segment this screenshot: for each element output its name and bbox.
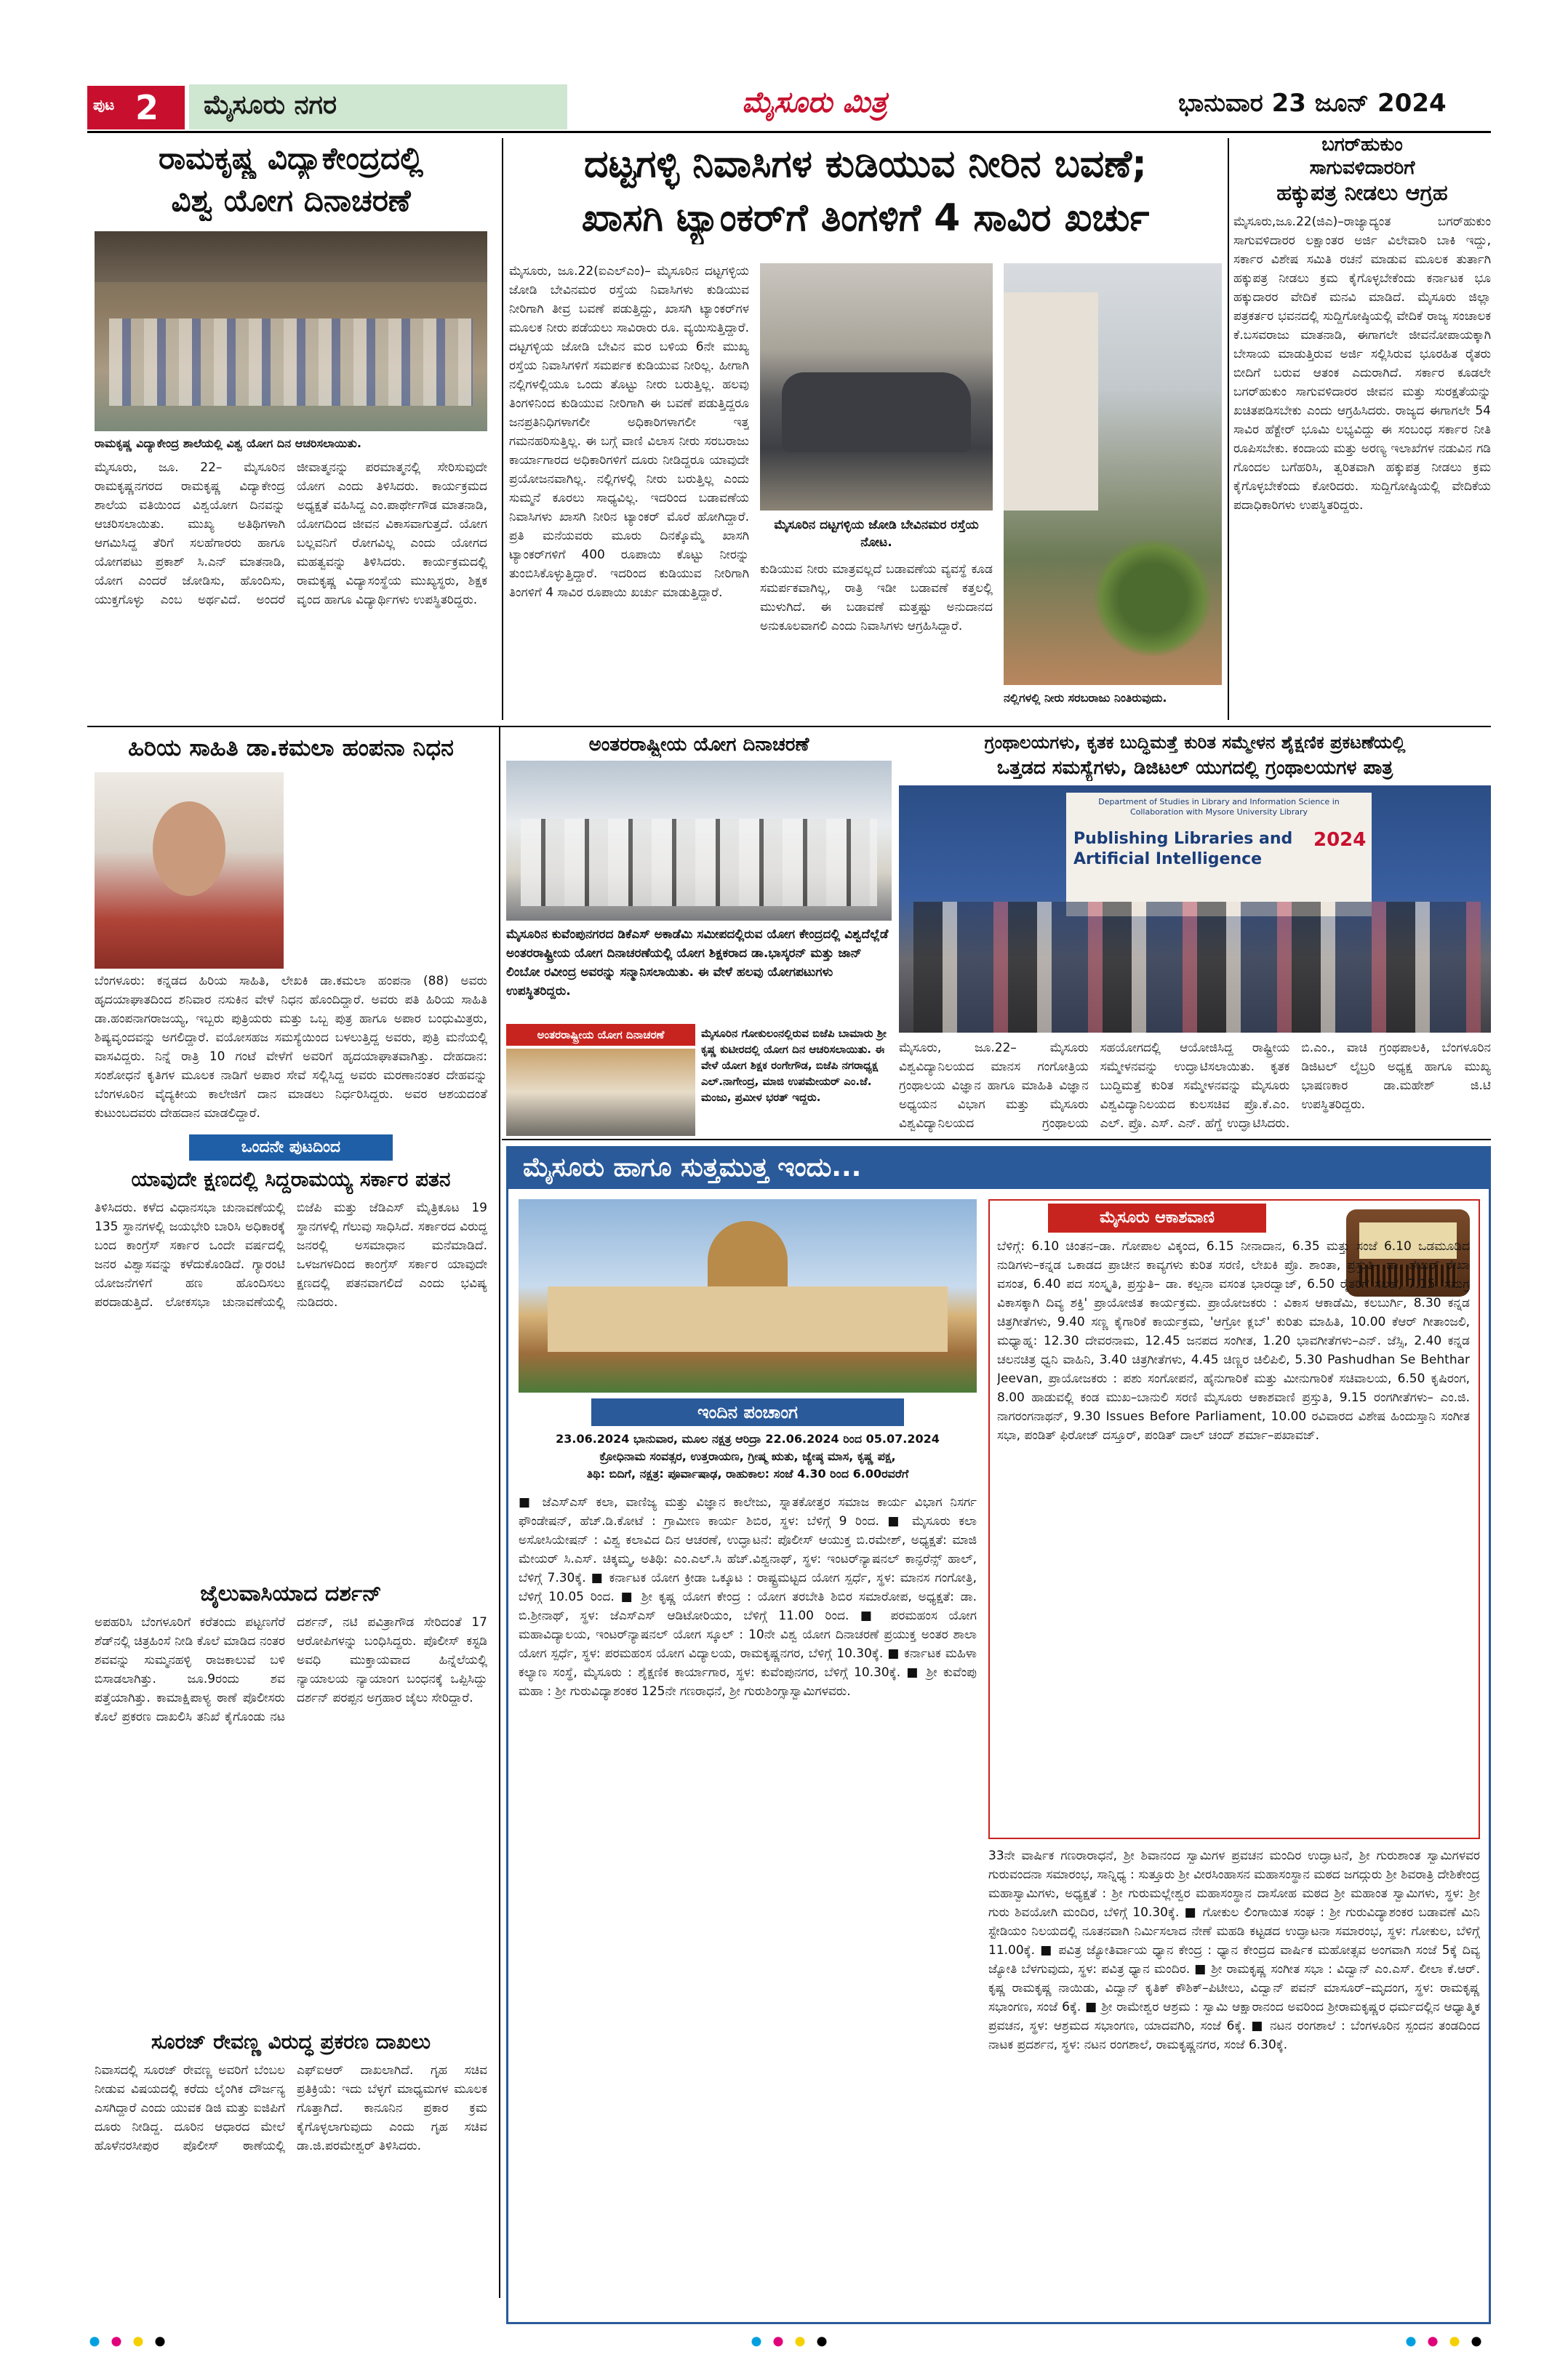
library-headline-2: ಒತ್ತಡದ ಸಮಸ್ಯೆಗಳು, ಡಿಜಿಟಲ್ ಯುಗದಲ್ಲಿ ಗ್ರಂಥಾಲಯಗಳ ಪಾತ್ರ [996, 757, 1393, 779]
divider [502, 138, 503, 720]
car-photo [760, 263, 993, 511]
banner-text-small: Department of Studies in Library and Information Science in Collaboration with Mysore University Library [1098, 797, 1340, 817]
govt-fall-body: ತಿಳಿಸಿದರು. ಕಳೆದ ವಿಧಾನಸಭಾ ಚುನಾವಣೆಯಲ್ಲಿ 135 ಸ್ಥಾನಗಳಲ್ಲಿ ಜಯಭೇರಿ ಬಾರಿಸಿ ಅಧಿಕಾರಕ್ಕೆ ಬಂದ ಕಾಂಗ್ರೆಸ್ ಸರ್ಕಾರ ಒಂದೇ ವರ್ಷದಲ್ಲಿ ಜನರ ವಿಶ್ವಾಸವನ್ನು ಕಳೆದುಕೊಂಡಿದೆ. ಗ್ಯಾರಂಟಿ ಯೋಜನೆಗಳಿಗೆ ಹಣ ಹೊಂದಿಸಲು ಪರದಾಡುತ್ತಿದೆ. ಲೋಕಸಭಾ ಚುನಾವಣೆಯಲ್ಲಿ ಬಿಜೆಪಿ ಮತ್ತು ಜೆಡಿಎಸ್ ಮೈತ್ರಿಕೂಟ 19 ಸ್ಥಾನಗಳಲ್ಲಿ ಗೆಲುವು ಸಾಧಿಸಿದೆ. ಸರ್ಕಾರದ ವಿರುದ್ಧ ಜನರಲ್ಲಿ ಅಸಮಾಧಾನ ಮನೆಮಾಡಿದೆ. ಒಳಜಗಳದಿಂದ ಕಾಂಗ್ರೆಸ್ ಸರ್ಕಾರ ಯಾವುದೇ ಕ್ಷಣದಲ್ಲಿ ಪತನವಾಗಲಿದೆ ಎಂದು ಭವಿಷ್ಯ ನುಡಿದರು. [95, 1201, 487, 1310]
radio-body: ಬೆಳಿಗ್ಗೆ: 6.10 ಚಿಂತನ–ಡಾ. ಗೋಪಾಲ ವಿಕ್ಕಂದ, 6.15 ನೀನಾದಾನ, 6.35 ಮತ್ತು ಸಂಜೆ 6.10 ಒಡಮೂಡಿದ ನುಡಿಗಳು–ಕನ್ನಡ ಒಕಾಡದ ಪ್ರಾಚೀನ ಕಾವ್ಯಗಳು ಕುರಿತ ಸರಣಿ, ಲೇಖಕಿ ಪ್ರೊ. ಶಾಂತಾ, ಪ್ರಸ್ತುತಿ– ಡಾ. ಶೇಖರ್ ರೇಖಾ ವಸಂತ, 6.40 ಪದ ಸಂಸ್ಕೃತಿ, ಪ್ರಸ್ತುತಿ– ಡಾ. ಕಲ್ಪನಾ ವಸಂತ ಭಾರದ್ವಾಜ್, 6.50 ರೈತರಿಗೆ ಸಲಹೆ, 7.15 'ಸಮಗ್ರ ವಿಕಾಸಕ್ಕಾಗಿ ದಿವ್ಯ ಶಕ್ತಿ' ಪ್ರಾಯೋಜಿತ ಕಾರ್ಯಕ್ರಮ. ಪ್ರಾಯೋಜಕರು : ವಿಕಾಸ ಆಕಾಡೆಮಿ, ಕಲಬುರ್ಗಿ, 8.30 ಕನ್ನಡ ಚಿತ್ರಗೀತೆಗಳು, 9.40 ಸಣ್ಣ ಕೈಗಾರಿಕೆ ಕಾರ್ಯಕ್ರಮ, 'ಆಗ್ರೋ ಕ್ಲಬ್‌' ಕುರಿತು ಮಾಹಿತಿ, 10.00 ಕೆಆರ್ ಗೀತಾಂಜಲಿ, ಮಧ್ಯಾಹ್ನ: 12.30 ದೇವರನಾಮ, 12.45 ಜನಪದ ಸಂಗೀತ, 1.20 ಭಾವಗೀತೆಗಳು–ಎನ್. ಜೆಸ್ಸಿ, 2.40 ಕನ್ನಡ ಚಲನಚಿತ್ರ ಧ್ವನಿ ವಾಹಿನಿ, 3.40 ಚಿತ್ರಗೀತೆಗಳು, 4.45 ಚಿಣ್ಣರ ಚಿಲಿಪಿಲಿ, 5.30 Pashudhan Se Behthar Jeevan, ಪ್ರಾಯೋಜಕರು : ಪಶು ಸಂಗೋಪನೆ, ಹೈನುಗಾರಿಕೆ ಮತ್ತು ಮೀನುಗಾರಿಕೆ ಸಚಿವಾಲಯ, 6.50 ಕೃಷಿರಂಗ, 8.00 ಹಾಡುವಲ್ಲಿ ಕಂಡ ಮುಖ–ಬಾನುಲಿ ಸರಣಿ ಮೈಸೂರು ಆಕಾಶವಾಣಿ ಪ್ರಸ್ತುತಿ, 9.15 ರಂಗಗೀತೆಗಳು– ಎಂ.ಜಿ. ನಾಗರಂಗನಾಥನ್, 9.30 Issues Before Parliament, 10.00 ರವಿವಾರದ ವಿಶೇಷ ಹಿಂದುಸ್ತಾನಿ ಸಂಗೀತ ಸಭಾ, ಪಂಡಿತ್ ಫಿರೋಜ್ ದಸ್ತೂರ್, ಪಂಡಿತ್ ದಾಲ್ ಚಂದ್ ಶರ್ಮಾ–ಪಖಾವಜ್. [997, 1239, 1470, 1443]
today-banner-text: ಮೈಸೂರು ಹಾಗೂ ಸುತ್ತಮುತ್ತ ಇಂದು... [523, 1153, 862, 1182]
intl-yoga-label-box [506, 1024, 695, 1046]
intl-yoga-caption-2: ಮೈಸೂರಿನ ಗೋಕುಲಂನಲ್ಲಿರುವ ಬಿಜೆಪಿ ಬಾಮಾರು ಶ್ರೀ ಕೃಷ್ಣ ಕುಟೀರದಲ್ಲಿ ಯೋಗ ದಿನ ಆಚರಿಸಲಾಯಿತು. ಈ ವೇಳೆ ಯೋಗ ಶಿಕ್ಷಕ ರಂಗೇಗೌಡ, ಬಿಜೆಪಿ ನಗರಾಧ್ಯಕ್ಷ ಎಲ್.ನಾಗೇಂದ್ರ, ಮಾಜಿ ಉಪಮೇಯರ್ ಎಂ.ಜೆ. ಮಂಜು, ಪ್ರಮೀಳ ಭರತ್ ಇದ್ದರು. [701, 1027, 887, 1104]
water-caption-2: ನಲ್ಲಿಗಳಲ್ಲಿ ನೀರು ಸರಬರಾಜು ನಿಂತಿರುವುದು. [1004, 691, 1167, 705]
radio-head-bar [1048, 1204, 1266, 1233]
land-kicker-2: ಸಾಗುವಳಿದಾರರಿಗೆ [1309, 157, 1415, 179]
continued-tag [189, 1134, 393, 1161]
palace-photo [519, 1199, 977, 1393]
intl-yoga-section [506, 732, 892, 1139]
students-row [109, 319, 473, 406]
intl-yoga-photo-2 [506, 1049, 695, 1136]
darshan-headline: ಜೈಲುವಾಸಿಯಾದ ದರ್ಶನ್ [200, 1581, 382, 1606]
face-shape [153, 801, 225, 896]
suraj-body: ನಿವಾಸದಲ್ಲಿ ಸೂರಜ್ ರೇವಣ್ಣ ಅವರಿಗೆ ಬೆಂಬಲ ನೀಡುವ ವಿಷಯದಲ್ಲಿ ಕರೆದು ಲೈಂಗಿಕ ದೌರ್ಜನ್ಯ ಎಸಗಿದ್ದಾರೆ ಎಂದು ಯುವಕ ಡಿಜಿ ಮತ್ತು ಐಜಿಪಿಗೆ ದೂರು ನೀಡಿದ್ದ. ದೂರಿನ ಆಧಾರದ ಮೇಲೆ ಹೊಳೆನರಸೀಪುರ ಪೊಲೀಸ್ ಠಾಣೆಯಲ್ಲಿ ಎಫ್‌ಐಆರ್ ದಾಖಲಾಗಿದೆ. ಗೃಹ ಸಚಿವ ಪ್ರತಿಕ್ರಿಯೆ: ಇದು ಬೆಳ್ಳಗೆ ಮಾಧ್ಯಮಗಳ ಮೂಲಕ ಗೊತ್ತಾಗಿದೆ. ಕಾನೂನಿನ ಪ್ರಕಾರ ಕ್ರಮ ಕೈಗೊಳ್ಳಲಾಗುವುದು ಎಂದು ಗೃಹ ಸಚಿವ ಡಾ.ಜಿ.ಪರಮೇಶ್ವರ್ ತಿಳಿಸಿದರು. [95, 2063, 487, 2153]
govt-fall-headline: ಯಾವುದೇ ಕ್ಷಣದಲ್ಲಿ ಸಿದ್ದರಾಮಯ್ಯ ಸರ್ಕಾರ ಪತನ [131, 1167, 451, 1191]
water-story [509, 138, 1222, 716]
car-shape [782, 372, 971, 452]
obituary-story [87, 732, 495, 1132]
water-headline-1: ದಟ್ಟಗಳ್ಳಿ ನಿವಾಸಿಗಳ ಕುಡಿಯುವ ನೀರಿನ ಬವಣೆ; [584, 143, 1147, 186]
roof-structure [95, 231, 487, 282]
radio-box [988, 1199, 1480, 1839]
continued-tag-text: ಒಂದನೇ ಪುಟದಿಂದ [241, 1138, 341, 1156]
masthead [87, 81, 1491, 131]
section-title: ಮೈಸೂರು ನಗರ [204, 90, 337, 120]
horizontal-rule [87, 726, 1491, 727]
intl-yoga-label-2: ಅಂತರರಾಷ್ಟ್ರೀಯ ಯೋಗ ದಿನಾಚರಣೆ [537, 1028, 665, 1041]
front-page-ref [87, 1134, 495, 2298]
library-headline-1: ಗ್ರಂಥಾಲಯಗಳು, ಕೃತಕ ಬುದ್ಧಿಮತ್ತೆ ಕುರಿತ ಸಮ್ಮೇಳನ ಶೈಕ್ಷಣಿಕ ಪ್ರಕಟಣೆಯಲ್ಲಿ [984, 732, 1406, 753]
land-kicker-1: ಬಗರ್‌ಹುಕುಂ [1321, 134, 1403, 156]
divider [499, 727, 500, 2298]
banner-text-big: Publishing Libraries and Artificial Intelligence [1073, 830, 1293, 868]
page-label: ಪುಟ [93, 96, 115, 113]
land-body: ಮೈಸೂರು,ಜೂ.22(ಜಿಎ)–ರಾಜ್ಯಾದ್ಯಂತ ಬಗರ್‌ಹುಕುಂ ಸಾಗುವಳಿದಾರರ ಲಕ್ಷಾಂತರ ಅರ್ಜಿ ವಿಲೇವಾರಿ ಬಾಕಿ ಇದ್ದು, ಸರ್ಕಾರ ವಿಶೇಷ ಸಮಿತಿ ರಚನೆ ಮಾಡುವ ಮೂಲಕ ತುರ್ತಾಗಿ ಹಕ್ಕುಪತ್ರ ನೀಡಲು ಕ್ರಮ ಕೈಗೊಳ್ಳಬೇಕೆಂದು ಕರ್ನಾಟಕ ಭೂ ಹಕ್ಕುದಾರರ ವೇದಿಕೆ ಮನವಿ ಮಾಡಿದೆ. ಮೈಸೂರು ಜಿಲ್ಲಾ ಪತ್ರಕರ್ತರ ಭವನದಲ್ಲಿ ಸುದ್ದಿಗೋಷ್ಠಿಯಲ್ಲಿ ವೇದಿಕೆ ರಾಜ್ಯ ಸಂಚಾಲಕ ಕೆ.ಬಸವರಾಜು ಮಾತನಾಡಿ, ಈಗಾಗಲೇ ಜೀವನೋಪಾಯಕ್ಕಾಗಿ ಬೇಸಾಯ ಮಾಡುತ್ತಿರುವ ಅರ್ಜಿ ಸಲ್ಲಿಸಿರುವ ಭೂರಹಿತ ರೈತರು ಬೀದಿಗೆ ಬರುವ ಆತಂಕ ಎದುರಾಗಿದೆ. ಸರ್ಕಾರ ಕೂಡಲೇ ಬಗರ್‌ಹುಕುಂ ಸಾಗುವಳಿದಾರರ ಜೀವನ ಮತ್ತು ಸುರಕ್ಷತೆಯನ್ನು ಖಚಿತಪಡಿಸಬೇಕು ಎಂದು ಆಗ್ರಹಿಸಿದರು. ರಾಜ್ಯದ ಈಗಾಗಲೇ 54 ಸಾವಿರ ಹೆಕ್ಟೇರ್ ಭೂಮಿ ಲಭ್ಯವಿದ್ದು ಈ ಸಂಬಂಧ ಸರ್ಕಾರ ನೀತಿ ರೂಪಿಸಬೇಕು. ಕಂದಾಯ ಮತ್ತು ಅರಣ್ಯ ಇಲಾಖೆಗಳ ನಡುವಿನ ಗಡಿ ಗೊಂದಲ ಬಗೆಹರಿಸಿ, ತ್ವರಿತವಾಗಿ ಹಕ್ಕುಪತ್ರ ನೀಡಲು ಕ್ರಮ ಕೈಗೊಳ್ಳಬೇಕೆಂದು ಕೋರಿದರು. ಸುದ್ದಿಗೋಷ್ಠಿಯಲ್ಲಿ ವೇದಿಕೆಯ ಪದಾಧಿಕಾರಿಗಳು ಉಪಸ್ಥಿತರಿದ್ದರು. [1233, 215, 1491, 513]
yoga-school-body: ಮೈಸೂರು, ಜೂ. 22– ಮೈಸೂರಿನ ರಾಮಕೃಷ್ಣನಗರದ ರಾಮಕೃಷ್ಣ ವಿದ್ಯಾಕೇಂದ್ರ ಶಾಲೆಯ ವತಿಯಿಂದ ವಿಶ್ವಯೋಗ ದಿನವನ್ನು ಆಚರಿಸಲಾಯಿತು. ಮುಖ್ಯ ಅತಿಥಿಗಳಾಗಿ ಆಗಮಿಸಿದ್ದ ತೆರಿಗೆ ಸಲಹೆಗಾರರು ಹಾಗೂ ಯೋಗಪಟು ಪ್ರಕಾಶ್ ಸಿ.ಎನ್ ಮಾತನಾಡಿ, ಯೋಗ ಎಂದರೆ ಜೋಡಿಸು, ಹೊಂದಿಸು, ಯುಕ್ತಗೊಳ್ಳು ಎಂಬ ಅರ್ಥವಿದೆ. ಅಂದರೆ ಜೀವಾತ್ಮನನ್ನು ಪರಮಾತ್ಮನಲ್ಲಿ ಸೇರಿಸುವುದೇ ಯೋಗ ಎಂದು ತಿಳಿಸಿದರು. ಕಾರ್ಯಕ್ರಮದ ಅಧ್ಯಕ್ಷತೆ ವಹಿಸಿದ್ದ ಎಂ.ಪಾರ್ಥೇಗೌಡ ಮಾತನಾಡಿ, ಯೋಗದಿಂದ ಜೀವನ ವಿಕಾಸವಾಗುತ್ತದೆ. ಯೋಗ ಬಲ್ಲವನಿಗೆ ರೋಗವಿಲ್ಲ ಎಂದು ಯೋಗದ ಮಹತ್ವವನ್ನು ತಿಳಿಸಿದರು. ಕಾರ್ಯಕ್ರಮದಲ್ಲಿ ರಾಮಕೃಷ್ಣ ವಿದ್ಯಾಸಂಸ್ಥೆಯ ಮುಖ್ಯಸ್ಥರು, ಶಿಕ್ಷಕ ವೃಂದ ಹಾಗೂ ವಿದ್ಯಾರ್ಥಿಗಳು ಉಪಸ್ಥಿತರಿದ್ದರು. [95, 460, 487, 607]
land-headline: ಹಕ್ಕುಪತ್ರ ನೀಡಲು ಆಗ್ರಹ [1276, 180, 1448, 206]
page-number-box [87, 86, 185, 129]
people-row [521, 819, 877, 906]
intl-yoga-head: ಅಂತರರಾಷ್ಟ್ರೀಯ ಯೋಗ ದಿನಾಚರಣೆ [588, 734, 809, 756]
events-right: 33ನೇ ವಾರ್ಷಿಕ ಗಣರಾರಾಧನೆ, ಶ್ರೀ ಶಿವಾನಂದ ಸ್ವಾಮಿಗಳ ಪ್ರವಚನ ಮಂದಿರ ಉದ್ಘಾಟನೆ, ಶ್ರೀ ಗುರುಶಾಂತ ಸ್ವಾಮಿಗಳವರ ಗುರುವಂದನಾ ಸಮಾರಂಭ, ಸಾನ್ನಿಧ್ಯ : ಸುತ್ತೂರು ಶ್ರೀ ವೀರಸಿಂಹಾಸನ ಮಹಾಸಂಸ್ಥಾನ ಮಠದ ಜಗದ್ಗುರು ಶ್ರೀ ಶಿವರಾತ್ರಿ ದೇಶಿಕೇಂದ್ರ ಮಹಾಸ್ವಾಮಿಗಳು, ಅಧ್ಯಕ್ಷತೆ : ಶ್ರೀ ಗುರುಮಲ್ಲೇಶ್ವರ ಮಹಾಸಂಸ್ಥಾನ ದಾಸೋಹ ಮಠದ ಶ್ರೀ ಮಹಾಂತ ಸ್ವಾಮಿಗಳು, ಸ್ಥಳ: ಶ್ರೀ ಗುರು ಶಿವಯೋಗಿ ಮಂದಿರ, ಬೆಳಿಗ್ಗೆ 10.30ಕ್ಕೆ. ■ ಗೋಕುಲ ಲಿಂಗಾಯಿತ ಸಂಘ : ಶ್ರೀ ಗುರುವಿದ್ಯಾಶಂಕರ ಬಡಾವಣೆ ಮಿನಿ ಸ್ಟೇಡಿಯಂ ನಿಲಯದಲ್ಲಿ ನೂತನವಾಗಿ ನಿರ್ಮಿಸಲಾದ ನೇಣೆ ಮಹಡಿ ಕಟ್ಟಡದ ಉದ್ಘಾಟನಾ ಸಮಾರಂಭ, ಸ್ಥಳ: ಗೋಕುಲ, ಬೆಳಿಗ್ಗೆ 11.00ಕ್ಕೆ. ■ ಪವಿತ್ರ ಜ್ಯೋತಿರ್ವಾಯ ಧ್ಯಾನ ಕೇಂದ್ರ : ಧ್ಯಾನ ಕೇಂದ್ರದ ವಾರ್ಷಿಕ ಮಹೋತ್ಸವ ಅಂಗವಾಗಿ ಸಂಜೆ 5ಕ್ಕೆ ದಿವ್ಯ ಜ್ಯೋತಿ ಬೆಳಗುವುದು, ಸ್ಥಳ: ಪವಿತ್ರ ಧ್ಯಾನ ಮಂದಿರ. ■ ಶ್ರೀ ರಾಮಕೃಷ್ಣ ಸಂಗೀತ ಸಭಾ : ವಿದ್ವಾನ್ ಎಂ.ಎಸ್. ಲೀಲಾ ಕೆ.ಆರ್. ಕೃಷ್ಣ ರಾಮಕೃಷ್ಣ ನಾಯಿಡು, ವಿದ್ವಾನ್ ಕೃತಿಕ್ ಕೌಶಿಕ್–ಪಿಟೀಲು, ವಿದ್ವಾನ್ ಪವನ್ ಮಾಸೂರ್–ಮೃದಂಗ, ಸ್ಥಳ: ರಾಮಕೃಷ್ಣ ಸಭಾಂಗಣ, ಸಂಜೆ 6ಕ್ಕೆ. ■ ಶ್ರೀ ರಾಮೇಶ್ವರ ಆಶ್ರಮ : ಸ್ವಾಮಿ ಆಕ್ಷಾರಾನಂದ ಅವರಿಂದ ಶ್ರೀರಾಮಕೃಷ್ಣರ ಧರ್ಮದಲ್ಲಿನ ಆಧ್ಯಾತ್ಮಿಕ ಪ್ರವಚನ, ಸ್ಥಳ: ಆಶ್ರಮದ ಸಭಾಂಗಣ, ಯಾದವಗಿರಿ, ಸಂಜೆ 6ಕ್ಕೆ. ■ ನಟನ ರಂಗಶಾಲೆ : ಬೆಂಗಳೂರಿನ ಸ್ಪಂದನ ತಂಡದಿಂದ ನಾಟಕ ಪ್ರದರ್ಶನ, ಸ್ಥಳ: ನಟನ ರಂಗಶಾಲೆ, ರಾಮಕೃಷ್ಣನಗರ, ಸಂಜೆ 6.30ಕ್ಕೆ. [988, 1849, 1480, 2052]
intl-yoga-caption-1: ಮೈಸೂರಿನ ಕುವೆಂಪುನಗರದ ಡಿಕೆಎಸ್ ಅಕಾಡೆಮಿ ಸಮೀಪದಲ್ಲಿರುವ ಯೋಗ ಕೇಂದ್ರದಲ್ಲಿ ವಿಶ್ವದೆಲ್ಲೆಡೆ ಅಂತರರಾಷ್ಟ್ರೀಯ ಯೋಗ ದಿನಾಚರಣೆಯಲ್ಲಿ ಯೋಗ ಶಿಕ್ಷಕರಾದ ಡಾ.ಭಾಸ್ಕರನ್ ಮತ್ತು ಜಾನ್ ಲಿಂಬೋ ರವೀಂದ್ರ ಅವರನ್ನು ಸನ್ಮಾನಿಸಲಾಯಿತು. ಈ ವೇಳೆ ಹಲವು ಯೋಗಪಟುಗಳು ಉಪಸ್ಥಿತರಿದ್ದರು. [506, 927, 889, 998]
events-left: ■ ಜೆಎಸ್‌ಎಸ್ ಕಲಾ, ವಾಣಿಜ್ಯ ಮತ್ತು ವಿಜ್ಞಾನ ಕಾಲೇಜು, ಸ್ನಾತಕೋತ್ತರ ಸಮಾಜ ಕಾರ್ಯ ವಿಭಾಗ ನಿಸರ್ಗ ಫೌಂಡೇಷನ್, ಹೆಚ್.ಡಿ.ಕೋಟೆ : ಗ್ರಾಮೀಣ ಕಾರ್ಯ ಶಿಬಿರ, ಸ್ಥಳ: ಬೆಳಿಗ್ಗೆ 9 ರಿಂದ. ■ ಮೈಸೂರು ಕಲಾ ಅಸೋಸಿಯೇಷನ್ : ವಿಶ್ವ ಕಲಾವಿದ ದಿನ ಆಚರಣೆ, ಉದ್ಘಾಟನೆ: ಪೊಲೀಸ್ ಆಯುಕ್ತ ಬಿ.ರಮೇಶ್, ಅಧ್ಯಕ್ಷತೆ: ಮಾಜಿ ಮೇಯರ್ ಸಿ.ಎಸ್. ಚಿಕ್ಕಮ್ಮ, ಅತಿಥಿ: ಎಂ.ಎಲ್.ಸಿ ಹೆಚ್.ವಿಶ್ವನಾಥ್, ಸ್ಥಳ: ಇಂಟರ್‌ನ್ಯಾಷನಲ್ ಕಾನ್ಫರೆನ್ಸ್ ಹಾಲ್, ಬೆಳಿಗ್ಗೆ 7.30ಕ್ಕೆ. ■ ಕರ್ನಾಟಕ ಯೋಗ ಕ್ರೀಡಾ ಒಕ್ಕೂಟ : ರಾಷ್ಟ್ರಮಟ್ಟದ ಯೋಗ ಸ್ಪರ್ಧೆ, ಸ್ಥಳ: ಮಾನಸ ಗಂಗೋತ್ರಿ, ಬೆಳಿಗ್ಗೆ 10.05 ರಿಂದ. ■ ಶ್ರೀ ಕೃಷ್ಣ ಯೋಗ ಕೇಂದ್ರ : ಯೋಗ ತರಬೇತಿ ಶಿಬಿರ ಸಮಾರೋಪ, ಅಧ್ಯಕ್ಷತೆ: ಡಾ. ಬಿ.ಶ್ರೀನಾಥ್, ಸ್ಥಳ: ಜೆಎಸ್‌ಎಸ್ ಆಡಿಟೋರಿಯಂ, ಬೆಳಿಗ್ಗೆ 11.00 ರಿಂದ. ■ ಪರಮಹಂಸ ಯೋಗ ಮಹಾವಿದ್ಯಾಲಯ, ಇಂಟರ್‌ನ್ಯಾಷನಲ್ ಯೋಗ ಸ್ಕೂಲ್ : 10ನೇ ವಿಶ್ವ ಯೋಗ ದಿನಾಚರಣೆ ಪ್ರಯುಕ್ತ ಅಂತರ ಶಾಲಾ ಯೋಗ ಸ್ಪರ್ಧೆ, ಸ್ಥಳ: ಪರಮಹಂಸ ಯೋಗ ವಿದ್ಯಾಲಯ, ರಾಮಕೃಷ್ಣನಗರ, ಬೆಳಿಗ್ಗೆ 10.30ಕ್ಕೆ. ■ ಕರ್ನಾಟಕ ಮಹಿಳಾ ಕಲ್ಯಾಣ ಸಂಸ್ಥೆ, ಮೈಸೂರು : ಶೈಕ್ಷಣಿಕ ಕಾರ್ಯಾಗಾರ, ಸ್ಥಳ: ಕುವೆಂಪುನಗರ, ಬೆಳಿಗ್ಗೆ 10.30ಕ್ಕೆ. ■ ಶ್ರೀ ಕುವೆಂಪು ಮಹಾ : ಶ್ರೀ ಗುರುವಿದ್ಯಾಶಂಕರ 125ನೇ ಗಣರಾಧನೆ, ಶ್ರೀ ಗುರುಶಿಂಗ್ಸಾಸ್ವಾಮಿಗಳವರು. [519, 1495, 977, 1699]
yoga-school-headline-2: ವಿಶ್ವ ಯೋಗ ದಿನಾಚರಣೆ [171, 183, 411, 218]
palace-dome [708, 1221, 788, 1286]
today-banner [508, 1148, 1489, 1189]
building-shape [1004, 292, 1098, 511]
plant-shape [1091, 540, 1215, 656]
registration-marks-center [749, 2334, 836, 2349]
page-number: 2 [135, 88, 159, 127]
panchanga-line-1: 23.06.2024 ಭಾನುವಾರ, ಮೂಲ ನಕ್ಷತ್ರ ಆರಿದ್ರಾ 22.06.2024 ರಿಂದ 05.07.2024 [556, 1432, 940, 1446]
banner-year: 2024 [1313, 829, 1367, 851]
obituary-headline: ಹಿರಿಯ ಸಾಹಿತಿ ಡಾ.ಕಮಲಾ ಹಂಪನಾ ನಿಧನ [128, 734, 454, 761]
yoga-school-caption: ರಾಮಕೃಷ್ಣ ವಿದ್ಯಾಕೇಂದ್ರ ಶಾಲೆಯಲ್ಲಿ ವಿಶ್ವ ಯೋಗ ದಿನ ಆಚರಿಸಲಾಯಿತು. [95, 436, 361, 450]
water-headline-2: ಖಾಸಗಿ ಟ್ಯಾಂಕರ್‌ಗೆ ತಿಂಗಳಿಗೆ 4 ಸಾವಿರ ಖರ್ಚು [581, 196, 1150, 240]
issue-date: ಭಾನುವಾರ 23 ಜೂನ್ 2024 [1178, 89, 1447, 118]
section-title-bar [189, 84, 567, 129]
yoga-school-story [87, 138, 495, 727]
obituary-body: ಬೆಂಗಳೂರು: ಕನ್ನಡದ ಹಿರಿಯ ಸಾಹಿತಿ, ಲೇಖಕಿ ಡಾ.ಕಮಲಾ ಹಂಪನಾ (88) ಅವರು ಹೃದಯಾಘಾತದಿಂದ ಶನಿವಾರ ನಸುಕಿನ ವೇಳೆ ನಿಧನ ಹೊಂದಿದ್ದಾರೆ. ಅವರು ಪತಿ ಹಿರಿಯ ಸಾಹಿತಿ ಡಾ.ಹಂಪನಾಗರಾಜಯ್ಯ, ಇಬ್ಬರು ಪುತ್ರಿಯರು ಮತ್ತು ಒಬ್ಬ ಪುತ್ರ ಹಾಗೂ ಅಪಾರ ಬಂಧುಮಿತ್ರರು, ಶಿಷ್ಯವೃಂದವನ್ನು ಅಗಲಿದ್ದಾರೆ. ವಯೋಸಹಜ ಸಮಸ್ಯೆಯಿಂದ ಬಳಲುತ್ತಿದ್ದ ಅವರು, ಪುತ್ರಿ ಮನೆಯಲ್ಲಿ ವಾಸವಿದ್ದರು. ನಿನ್ನೆ ರಾತ್ರಿ 10 ಗಂಟೆ ವೇಳೆಗೆ ಅವರಿಗೆ ಹೃದಯಾಘಾತವಾಗಿತ್ತು. ದೇಹದಾನ: ಸಂಶೋಧನೆ ಕೃತಿಗಳ ಮೂಲಕ ನಾಡಿಗೆ ಅಪಾರ ಸೇವೆ ಸಲ್ಲಿಸಿದ್ದ ಅವರು ಮರಣಾನಂತರ ದೇಹವನ್ನು ಬೆಂಗಳೂರಿನ ವೈದ್ಯಕೀಯ ಕಾಲೇಜಿಗೆ ದಾನ ಮಾಡಲು ನಿರ್ಧರಿಸಿದ್ದರು. ಅವರ ಆಶಯದಂತೆ ಕುಟುಂಬದವರು ದೇಹದಾನ ಮಾಡಲಿದ್ದಾರೆ. [95, 974, 487, 1121]
street-photo [1004, 263, 1222, 685]
registration-marks-left [87, 2334, 175, 2349]
conference-banner [1066, 793, 1372, 916]
water-body-1: ಮೈಸೂರು, ಜೂ.22(ಐಎಲ್‌ಎಂ)– ಮೈಸೂರಿನ ದಟ್ಟಗಳ್ಳಿಯ ಜೋಡಿ ಬೇವಿನಮರ ರಸ್ತೆಯ ನಿವಾಸಿಗಳು ಕುಡಿಯುವ ನೀರಿಗಾಗಿ ತೀವ್ರ ಬವಣೆ ಪಡುತ್ತಿದ್ದು, ಖಾಸಗಿ ಟ್ಯಾಂಕರ್‌ಗಳ ಮೂಲಕ ನೀರು ಪಡೆಯಲು ಸಾವಿರಾರು ರೂ. ವ್ಯಯಿಸುತ್ತಿದ್ದಾರೆ. ದಟ್ಟಗಳ್ಳಿಯ ಜೋಡಿ ಬೇವಿನ ಮರ ಬಳಿಯ 6ನೇ ಮುಖ್ಯ ರಸ್ತೆಯ ನಿವಾಸಿಗಳಿಗೆ ಸಮರ್ಪಕ ಕುಡಿಯುವ ನೀರಿಲ್ಲ. ಹೀಗಾಗಿ ನಲ್ಲಿಗಳಲ್ಲಿಯೂ ಒಂದು ತೊಟ್ಟು ನೀರು ಬರುತ್ತಿಲ್ಲ. ಹಲವು ತಿಂಗಳಿನಿಂದ ಕುಡಿಯುವ ನೀರಿಗಾಗಿ ಈ ಬವಣೆ ಪಡುತ್ತಿದ್ದರೂ ಜನಪ್ರತಿನಿಧಿಗಳಾಗಲೀ ಅಧಿಕಾರಿಗಳಾಗಲೀ ಇತ್ತ ಗಮನಹರಿಸುತ್ತಿಲ್ಲ. ಈ ಬಗ್ಗೆ ವಾಣಿ ವಿಲಾಸ ನೀರು ಸರಬರಾಜು ಕಾರ್ಯಾಗಾರದ ಅಧಿಕಾರಿಗಳಿಗೆ ದೂರು ನೀಡಿದ್ದರೂ ಯಾವುದೇ ಪ್ರಯೋಜನವಾಗಿಲ್ಲ. ನಲ್ಲಿಗಳಲ್ಲಿ ನೀರು ಬರುತ್ತಿಲ್ಲ ಎಂದು ಸುಮ್ಮನೆ ಕೂರಲು ಸಾಧ್ಯವಿಲ್ಲ. ಇದರಿಂದ ಬಡಾವಣೆಯ ನಿವಾಸಿಗಳು ಖಾಸಗಿ ನೀರಿನ ಟ್ಯಾಂಕರ್ ಮೊರೆ ಹೋಗಿದ್ದಾರೆ. ಪ್ರತಿ ಮನೆಯವರು ಮೂರು ದಿನಕ್ಕೊಮ್ಮೆ ಖಾಸಗಿ ಟ್ಯಾಂಕರ್‌ಗಳಿಗೆ 400 ರೂಪಾಯಿ ಕೊಟ್ಟು ನೀರನ್ನು ತುಂಬಿಸಿಕೊಳ್ಳುತ್ತಿದ್ದಾರೆ. ಇದರಿಂದ ಕುಡಿಯುವ ನೀರಿಗಾಗಿ ತಿಂಗಳಿಗೆ 4 ಸಾವಿರ ರೂಪಾಯಿ ಖರ್ಚು ಮಾಡುತ್ತಿದ್ದಾರೆ. [509, 264, 749, 600]
registration-marks-right [1404, 2334, 1491, 2349]
library-body: ಮೈಸೂರು, ಜೂ.22– ಮೈಸೂರು ವಿಶ್ವವಿದ್ಯಾನಿಲಯದ ಮಾನಸ ಗಂಗೋತ್ರಿಯ ಗ್ರಂಥಾಲಯ ವಿಜ್ಞಾನ ಹಾಗೂ ಮಾಹಿತಿ ವಿಜ್ಞಾನ ಅಧ್ಯಯನ ವಿಭಾಗ ಮತ್ತು ಮೈಸೂರು ವಿಶ್ವವಿದ್ಯಾನಿಲಯದ ಗ್ರಂಥಾಲಯ ಸಹಯೋಗದಲ್ಲಿ ಆಯೋಜಿಸಿದ್ದ ರಾಷ್ಟ್ರೀಯ ಸಮ್ಮೇಳನವನ್ನು ಉದ್ಘಾಟಿಸಲಾಯಿತು. ಕೃತಕ ಬುದ್ಧಿಮತ್ತೆ ಕುರಿತ ಸಮ್ಮೇಳನವನ್ನು ಮೈಸೂರು ವಿಶ್ವವಿದ್ಯಾನಿಲಯದ ಕುಲಸಚಿವ ಪ್ರೊ.ಕೆ.ಎಂ. ಎಲ್. ಪ್ರೊ. ಎಸ್. ಎನ್. ಹೆಗ್ಡೆ ಉದ್ಘಾಟಿಸಿದರು. ಬಿ.ಎಂ., ವಾಚಿ ಗ್ರಂಥಪಾಲಕಿ, ಬೆಂಗಳೂರಿನ ಡಿಜಿಟಲ್ ಲೈಬ್ರರಿ ಅಧ್ಯಕ್ಷ ಹಾಗೂ ಮುಖ್ಯ ಭಾಷಣಕಾರ ಡಾ.ಮಹೇಶ್ ಜಿ.ಟಿ ಉಪಸ್ಥಿತರಿದ್ದರು. [899, 1041, 1491, 1131]
people-group [913, 902, 1481, 1033]
intl-yoga-group-photo [506, 761, 892, 921]
panchanga-box [519, 1398, 977, 1486]
yoga-school-headline-1: ರಾಮಕೃಷ್ಣ ವಿದ್ಯಾಕೇಂದ್ರದಲ್ಲಿ [159, 140, 423, 176]
palace-body [548, 1286, 948, 1352]
paper-name: ಮೈಸೂರು ಮಿತ್ರ [742, 86, 887, 119]
library-story [899, 730, 1491, 1137]
horizontal-rule [502, 1139, 1491, 1140]
panchanga-head-bar [591, 1398, 904, 1426]
yoga-school-photo [95, 231, 487, 431]
radio-head: ಮೈಸೂರು ಆಕಾಶವಾಣಿ [1100, 1209, 1215, 1227]
darshan-body: ಅಪಹರಿಸಿ ಬೆಂಗಳೂರಿಗೆ ಕರೆತಂದು ಪಟ್ಟಣಗೆರೆ ಶೆಡ್‌ನಲ್ಲಿ ಚಿತ್ರಹಿಂಸೆ ನೀಡಿ ಕೊಲೆ ಮಾಡಿದ ನಂತರ ಶವವನ್ನು ಸುಮ್ಮನಹಳ್ಳಿ ರಾಜಕಾಲುವೆ ಬಳಿ ಬಿಸಾಡಲಾಗಿತ್ತು. ಜೂ.9ರಂದು ಶವ ಪತ್ತೆಯಾಗಿತ್ತು. ಕಾಮಾಕ್ಷಿಪಾಳ್ಯ ಠಾಣೆ ಪೊಲೀಸರು ಕೊಲೆ ಪ್ರಕರಣ ದಾಖಲಿಸಿ ತನಿಖೆ ಕೈಗೊಂಡು ನಟ ದರ್ಶನ್, ನಟಿ ಪವಿತ್ರಾಗೌಡ ಸೇರಿದಂತೆ 17 ಆರೋಪಿಗಳನ್ನು ಬಂಧಿಸಿದ್ದರು. ಪೊಲೀಸ್ ಕಸ್ಟಡಿ ಅವಧಿ ಮುಕ್ತಾಯವಾದ ಹಿನ್ನೆಲೆಯಲ್ಲಿ ನ್ಯಾಯಾಲಯ ನ್ಯಾಯಾಂಗ ಬಂಧನಕ್ಕೆ ಒಪ್ಪಿಸಿದ್ದು ದರ್ಶನ್ ಪರಪ್ಪನ ಅಗ್ರಹಾರ ಜೈಲು ಸೇರಿದ್ದಾರೆ. [95, 1615, 487, 1724]
suraj-headline: ಸೂರಜ್ ರೇವಣ್ಣ ವಿರುದ್ಧ ಪ್ರಕರಣ ದಾಖಲು [151, 2030, 431, 2054]
land-story [1233, 131, 1491, 727]
library-photo [899, 785, 1491, 1033]
panchanga-head: ಇಂದಿನ ಪಂಚಾಂಗ [697, 1402, 798, 1422]
water-body-3: ಕುಡಿಯುವ ನೀರು ಮಾತ್ರವಲ್ಲದೆ ಬಡಾವಣೆಯ ವ್ಯವಸ್ಥೆ ಕೂಡ ಸಮರ್ಪಕವಾಗಿಲ್ಲ, ರಾತ್ರಿ ಇಡೀ ಬಡಾವಣೆ ಕತ್ತಲಲ್ಲಿ ಮುಳುಗಿದೆ. ಈ ಬಡಾವಣೆ ಮತ್ತಷ್ಟು ಅನುದಾನದ ಅನುಕೂಲವಾಗಲಿ ಎಂದು ನಿವಾಸಿಗಳು ಆಗ್ರಹಿಸಿದ್ದಾರೆ. [760, 562, 993, 633]
today-section [506, 1146, 1491, 2324]
water-caption-1: ಮೈಸೂರಿನ ದಟ್ಟಗಳ್ಳಿಯ ಜೋಡಿ ಬೇವಿನಮರ ರಸ್ತೆಯ ನೋಟ. [774, 518, 979, 550]
panchanga-line-2: ಕ್ರೋಧಿನಾಮ ಸಂವತ್ಸರ, ಉತ್ತರಾಯಣ, ಗ್ರೀಷ್ಮ ಋತು, ಜ್ಯೇಷ್ಠ ಮಾಸ, ಕೃಷ್ಣ ಪಕ್ಷ, [599, 1449, 896, 1463]
panchanga-line-3: ತಿಥಿ: ಬಿದಿಗೆ, ನಕ್ಷತ್ರ: ಪೂರ್ವಾಷಾಢ, ರಾಹುಕಾಲ: ಸಂಜೆ 4.30 ರಿಂದ 6.00ರವರೆಗೆ [586, 1467, 909, 1481]
obituary-photo [95, 772, 284, 969]
divider [1228, 138, 1229, 720]
